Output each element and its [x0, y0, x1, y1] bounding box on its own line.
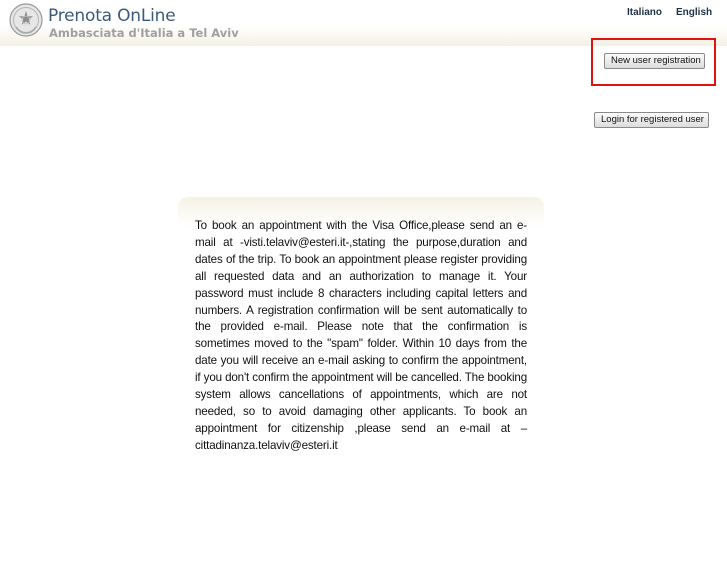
language-link-english[interactable]: English: [676, 7, 713, 18]
embassy-subtitle: Ambasciata d'Italia a Tel Aviv: [49, 26, 239, 40]
new-user-registration-button[interactable]: New user registration: [604, 53, 705, 69]
italian-republic-emblem-icon: [8, 2, 44, 38]
language-link-italian[interactable]: Italiano: [627, 7, 663, 18]
login-registered-user-button[interactable]: Login for registered user: [594, 112, 709, 128]
site-title: Prenota OnLine: [48, 6, 176, 26]
booking-instructions-text: To book an appointment with the Visa Office,please send an e-mail at -visti.telaviv@esteri.it-,stating the purpose,duration and dates of the trip. To book an appointment please register providing all requested data and an authorization to manage it. Your password must include 8 characters including capital letters and numbers. A registration confirmation will be sent automatically to the provided e-mail. Please note that the confirmation is sometimes moved to the "spam" folder. Within 10 days from the date you will receive an e-mail asking to confirm the appointment, if you don't confirm the appointment will be cancelled. The booking system allows cancellations of appointments, which are not needed, so to avoid damaging other applicants. To book an appointment for citizenship ,please send an e-mail at –cittadinanza.telaviv@esteri.it: [195, 219, 527, 452]
